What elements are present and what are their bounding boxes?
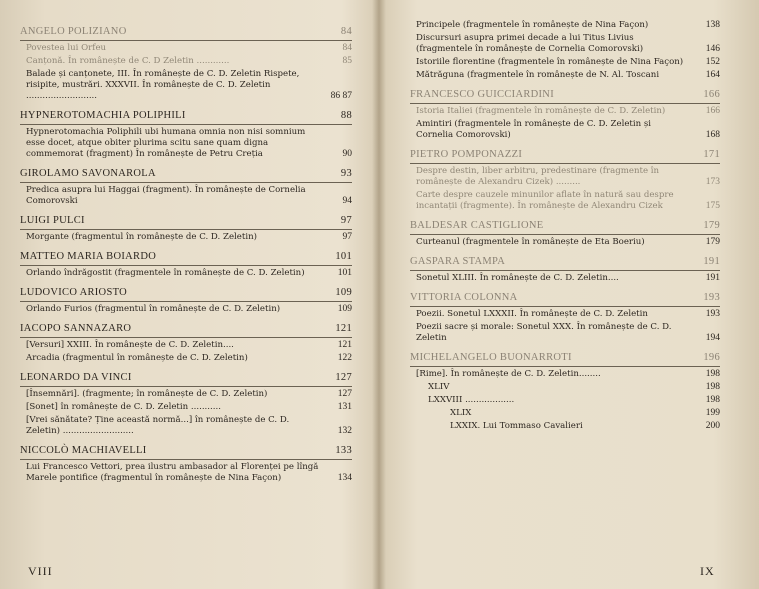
toc-entry — [20, 415, 352, 437]
section-heading — [20, 323, 352, 336]
entry-page: 194 — [705, 333, 720, 343]
section-page: 109 — [335, 287, 352, 298]
section-heading — [410, 256, 720, 269]
entry-page: 152 — [705, 57, 720, 67]
entry-title: [Sonet] în românește de C. D. Zeletin ........... — [26, 402, 221, 412]
section-title: LUDOVICO ARIOSTO — [20, 287, 127, 298]
section-rule — [20, 124, 352, 125]
entry-title: Canțonă. În românește de C. D Zeletin ............ — [26, 56, 230, 66]
section-title: LUIGI PULCI — [20, 215, 85, 226]
entry-title: XLIX — [450, 408, 472, 418]
entry-title: Principele (fragmentele în românește de Nina Façon) — [416, 20, 649, 30]
entry-title: Carte despre cauzele minunilor aflate în natură sau despre incantații (fragmente). În românește de Alexandru Cizek — [416, 190, 674, 211]
toc-entry — [410, 382, 720, 393]
section-page: 171 — [703, 149, 720, 160]
toc-entry — [410, 421, 720, 432]
entry-page: 191 — [705, 273, 720, 283]
toc-entry — [20, 185, 352, 207]
section-heading — [20, 251, 352, 264]
section-title: IACOPO SANNAZARO — [20, 323, 132, 334]
entry-title: [Rime]. În românește de C. D. Zeletin........ — [416, 369, 601, 379]
toc-entry — [20, 304, 352, 315]
section-heading — [410, 292, 720, 305]
toc-entry — [20, 43, 352, 54]
entry-title: Istoriile florentine (fragmentele în românește de Nina Façon) — [416, 57, 684, 67]
section-rule — [410, 366, 720, 367]
entry-page: 94 — [342, 196, 352, 206]
entry-page: 84 — [342, 43, 352, 53]
entry-title: Arcadia (fragmentul în românește de C. D. Zeletin) — [26, 353, 248, 363]
section-page: 166 — [703, 89, 720, 100]
entry-page: 138 — [705, 20, 720, 30]
section-title: VITTORIA COLONNA — [410, 292, 518, 303]
entry-page: 166 — [705, 106, 720, 116]
section-rule — [410, 306, 720, 307]
section-page: 101 — [335, 251, 352, 262]
section-page: 193 — [703, 292, 720, 303]
section-rule — [410, 270, 720, 271]
entry-page: 97 — [342, 232, 352, 242]
toc-entry — [410, 395, 720, 406]
toc-entry — [410, 237, 720, 248]
toc-entry — [410, 309, 720, 320]
entry-page: 200 — [705, 421, 720, 431]
entry-page: 173 — [705, 177, 720, 187]
entry-title: Mătrăguna (fragmentele în românește de N. Al. Toscani — [416, 70, 660, 80]
section-heading — [20, 110, 352, 123]
entry-title: Povestea lui Orfeu — [26, 43, 107, 53]
entry-page: 122 — [337, 353, 352, 363]
toc-entry — [410, 70, 720, 81]
toc-entry — [20, 353, 352, 364]
section-page: 179 — [703, 220, 720, 231]
entry-page: 101 — [337, 268, 352, 278]
entry-page: 127 — [337, 389, 352, 399]
section-rule — [20, 182, 352, 183]
toc-entry — [410, 57, 720, 68]
toc-entry — [20, 340, 352, 351]
toc-entry — [20, 56, 352, 67]
toc-entry — [410, 106, 720, 117]
section-page: 84 — [340, 26, 352, 37]
toc-entry — [410, 33, 720, 55]
section-title: MICHELANGELO BUONARROTI — [410, 352, 572, 363]
entry-page: 179 — [705, 237, 720, 247]
toc-entry — [20, 389, 352, 400]
section-page: 133 — [335, 445, 352, 456]
entry-title: XLIV — [428, 382, 450, 392]
entry-page: 134 — [337, 473, 352, 483]
section-heading — [20, 287, 352, 300]
entry-page: 198 — [705, 382, 720, 392]
entry-page: 168 — [705, 130, 720, 140]
toc-entry — [410, 20, 720, 31]
section-page: 93 — [340, 168, 352, 179]
entry-title: Morgante (fragmentul în românește de C. D. Zeletin) — [26, 232, 257, 242]
entry-title: LXXIX. Lui Tommaso Cavalieri — [450, 421, 583, 431]
toc-entry — [410, 166, 720, 188]
entry-title: Sonetul XLIII. În românește de C. D. Zeletin.... — [416, 273, 619, 283]
entry-page: 198 — [705, 395, 720, 405]
entry-page: 164 — [705, 70, 720, 80]
entry-title: Discursuri asupra primei decade a lui Titus Livius (fragmentele în românește de Cornelia Comorovski) — [416, 33, 644, 54]
toc-entry — [410, 273, 720, 284]
right-page — [410, 18, 720, 432]
section-heading — [410, 89, 720, 102]
section-rule — [20, 265, 352, 266]
toc-entry — [20, 402, 352, 413]
section-title: GIROLAMO SAVONAROLA — [20, 168, 156, 179]
section-title: NICCOLÒ MACHIAVELLI — [20, 445, 147, 456]
section-title: ANGELO POLIZIANO — [20, 26, 127, 37]
book-gutter — [372, 0, 386, 589]
section-rule — [20, 459, 352, 460]
entry-title: Lui Francesco Vettori, prea ilustru ambasador al Florenței pe lîngă Marele pontifice (fragmentul în românește de Nina Façon) — [26, 462, 319, 483]
section-heading — [20, 445, 352, 458]
right-page-number: IX — [700, 564, 715, 578]
entry-title: [Vrei sănătate? Ține această normă...] în românește de C. D. Zeletin) .......................... — [26, 415, 290, 436]
entry-page: 109 — [337, 304, 352, 314]
section-title: HYPNEROTOMACHIA POLIPHILI — [20, 110, 186, 121]
entry-title: Despre destin, liber arbitru, predestinare (fragmente în românește de Alexandru Cizek) ......... — [416, 166, 660, 187]
section-heading — [410, 352, 720, 365]
section-rule — [20, 40, 352, 41]
section-page: 127 — [335, 372, 352, 383]
toc-entry — [20, 232, 352, 243]
entry-page: 132 — [337, 426, 352, 436]
entry-title: Predica asupra lui Haggai (fragment). În românește de Cornelia Comorovski — [26, 185, 306, 206]
toc-entry — [410, 190, 720, 212]
section-heading — [410, 149, 720, 162]
section-page: 121 — [335, 323, 352, 334]
section-title: BALDESAR CASTIGLIONE — [410, 220, 544, 231]
section-rule — [20, 337, 352, 338]
entry-title: Orlando Furios (fragmentul în românește de C. D. Zeletin) — [26, 304, 281, 314]
entry-title: [Însemnări]. (fragmente; în românește de C. D. Zeletin) — [26, 389, 268, 399]
section-heading — [20, 26, 352, 39]
toc-entry — [20, 127, 352, 160]
left-page — [20, 18, 352, 484]
section-rule — [410, 103, 720, 104]
section-page: 97 — [340, 215, 352, 226]
section-heading — [20, 215, 352, 228]
entry-title: Poezii sacre și morale: Sonetul XXX. În românește de C. D. Zeletin — [416, 322, 672, 343]
section-page: 191 — [703, 256, 720, 267]
toc-entry — [410, 322, 720, 344]
entry-title: Orlando îndrăgostit (fragmentele în românește de C. D. Zeletin) — [26, 268, 305, 278]
toc-entry — [20, 268, 352, 279]
entry-title: Balade și canțonete, III. În românește de C. D. Zeletin Rispete, risipite, mustrări. XXXVII. În românește de C. D. Zeletin .......................... — [26, 69, 300, 101]
toc-entry — [410, 119, 720, 141]
toc-entry — [410, 408, 720, 419]
toc-entry — [410, 369, 720, 380]
entry-page: 175 — [705, 201, 720, 211]
entry-page: 146 — [705, 44, 720, 54]
section-heading — [410, 220, 720, 233]
entry-page: 198 — [705, 369, 720, 379]
section-title: GASPARA STAMPA — [410, 256, 506, 267]
entry-page: 131 — [337, 402, 352, 412]
entry-page: 193 — [705, 309, 720, 319]
toc-entry — [20, 69, 352, 102]
left-page-number: VIII — [28, 564, 53, 578]
entry-page: 90 — [342, 149, 352, 159]
entry-page: 86 87 — [330, 91, 352, 101]
entry-title: Poezii. Sonetul LXXXII. În românește de C. D. Zeletin — [416, 309, 648, 319]
section-title: PIETRO POMPONAZZI — [410, 149, 523, 160]
section-rule — [20, 229, 352, 230]
toc-entry — [20, 462, 352, 484]
entry-title: Curteanul (fragmentele în românește de Eta Boeriu) — [416, 237, 645, 247]
section-heading — [20, 372, 352, 385]
entry-title: Istoria Italiei (fragmentele în românește de C. D. Zeletin) — [416, 106, 666, 116]
entry-title: Hypnerotomachia Poliphili ubi humana omnia non nisi somnium esse docet, atque obiter plurima scitu sane quam digna commemorat (fragment) În românește de Petru Creția — [26, 127, 306, 159]
section-rule — [410, 163, 720, 164]
entry-page: 121 — [337, 340, 352, 350]
section-title: FRANCESCO GUICCIARDINI — [410, 89, 554, 100]
entry-title: LXXVIII .................. — [428, 395, 515, 405]
section-heading — [20, 168, 352, 181]
entry-page: 199 — [705, 408, 720, 418]
entry-title: Amintiri (fragmentele în românește de C. D. Zeletin și Cornelia Comorovski) — [416, 119, 652, 140]
entry-page: 85 — [342, 56, 352, 66]
section-title: LEONARDO DA VINCI — [20, 372, 132, 383]
section-rule — [410, 234, 720, 235]
entry-title: [Versuri] XXIII. În românește de C. D. Zeletin.... — [26, 340, 234, 350]
section-title: MATTEO MARIA BOIARDO — [20, 251, 157, 262]
section-page: 196 — [703, 352, 720, 363]
section-rule — [20, 301, 352, 302]
section-rule — [20, 386, 352, 387]
section-page: 88 — [340, 110, 352, 121]
